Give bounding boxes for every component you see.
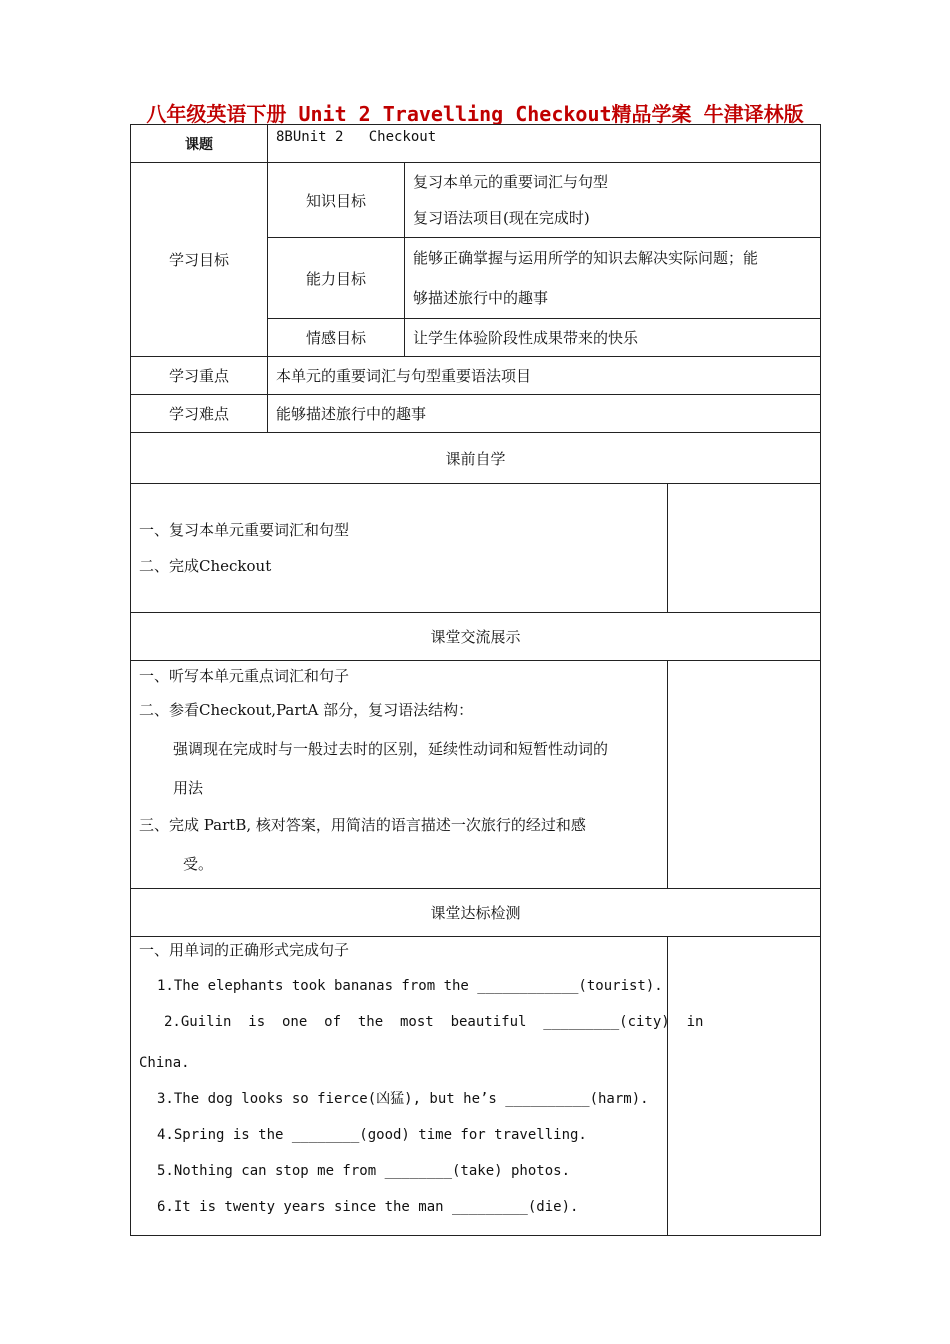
classroom-item: 强调现在完成时与一般过去时的区别，延续性动词和短暂性动词的 [173,740,609,758]
test-content-row [131,937,821,1236]
ability-label: 能力目标 [268,238,405,319]
preview-content [131,484,668,613]
knowledge-content [405,163,821,238]
classroom-item: 三、完成 PartB, 核对答案，用简洁的语言描述一次旅行的经过和感 [139,816,586,834]
key-points-row [131,357,821,395]
emotion-label: 情感目标 [268,319,405,357]
test-question: 1.The elephants took bananas from the ____________(tourist). [157,978,663,994]
objectives-label: 学习目标 [131,163,268,357]
topic-label: 课题 [131,125,268,163]
difficulties-row [131,395,821,433]
test-question: 2.Guilin is one of the most beautiful _________(city) in [164,1014,704,1030]
test-question: 3.The dog looks so fierce(凶猛), but he’s __________(harm). [157,1091,649,1107]
test-notes-cell [668,937,821,1236]
topic-row [131,125,821,163]
test-question: 5.Nothing can stop me from ________(take) photos. [157,1163,571,1179]
classroom-item: 受。 [183,855,214,873]
ability-line: 够描述旅行中的趣事 [413,289,549,307]
classroom-notes-cell [668,661,821,889]
test-question: China. [139,1055,190,1071]
knowledge-line: 复习本单元的重要词汇与句型 [413,173,609,191]
classroom-item: 用法 [173,779,204,797]
test-content [131,937,704,1236]
classroom-heading: 课堂交流展示 [131,613,821,661]
classroom-item: 一、听写本单元重点词汇和句子 [139,667,350,685]
test-heading: 课堂达标检测 [131,889,821,937]
knowledge-label: 知识目标 [268,163,405,238]
test-instruction: 一、用单词的正确形式完成句子 [139,941,350,959]
test-question: 6.It is twenty years since the man _________(die). [157,1199,579,1215]
page-title: 八年级英语下册 Unit 2 Travelling Checkout精品学案 牛津译林版 [146,102,804,126]
preview-heading-row [131,433,821,484]
ability-line: 能够正确掌握与运用所学的知识去解决实际问题；能 [413,249,759,267]
key-points-label: 学习重点 [131,357,268,395]
classroom-heading-row [131,613,821,661]
objective-knowledge-row [131,163,821,238]
preview-item: 二、完成Checkout [139,557,272,575]
test-heading-row [131,889,821,937]
emotion-line: 让学生体验阶段性成果带来的快乐 [413,329,639,347]
classroom-content-row [131,661,821,889]
classroom-item: 二、参看Checkout,PartA 部分，复习语法结构： [139,701,474,719]
preview-heading: 课前自学 [131,433,821,484]
preview-notes-cell [668,484,821,613]
ability-content [405,238,821,319]
topic-value: 8BUnit 2 Checkout [268,125,821,163]
preview-item: 一、复习本单元重要词汇和句型 [139,521,350,539]
classroom-content [131,661,668,889]
key-points-value: 本单元的重要词汇与句型重要语法项目 [268,357,821,395]
lesson-plan-table [130,124,821,1236]
emotion-content [405,319,821,357]
test-question: 4.Spring is the ________(good) time for travelling. [157,1127,587,1143]
difficulties-label: 学习难点 [131,395,268,433]
difficulties-value: 能够描述旅行中的趣事 [268,395,821,433]
knowledge-line: 复习语法项目(现在完成时) [413,209,590,227]
preview-content-row [131,484,821,613]
